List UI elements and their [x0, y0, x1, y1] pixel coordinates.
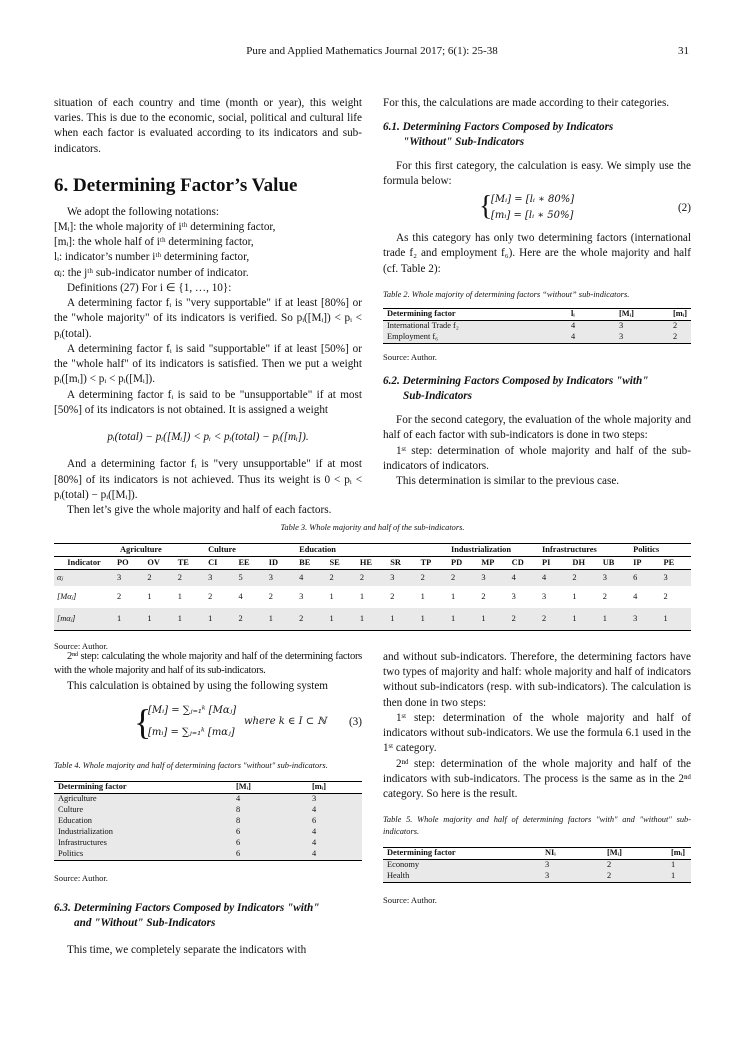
- table-cell: 1: [420, 592, 425, 602]
- table-cell: 2: [208, 592, 213, 602]
- page-number: 31: [678, 45, 689, 57]
- right-column-bottom: [383, 650, 691, 907]
- table-cell: 3: [545, 871, 550, 881]
- paragraph: As this category has only two determining factors (international trade f₂ and employment f₆). Here are the whole majority and half (cf. Table 2):: [383, 232, 691, 275]
- table-header: SR: [387, 556, 417, 569]
- table-cell: 2: [539, 608, 569, 631]
- subsection-title-line: 6.2. Determining Factors Composed by Indicators "with": [383, 374, 649, 387]
- table-cell: 1: [266, 608, 296, 631]
- table-row-label: [Mαⱼ]: [57, 592, 77, 602]
- table-cell: 4: [511, 573, 516, 583]
- table-header: DH: [569, 556, 599, 569]
- equation-3: [54, 698, 362, 750]
- table-cell: 6: [236, 838, 241, 848]
- table-cell: 2: [359, 573, 365, 583]
- paragraph: For this first category, the calculation is easy. We simply use the formula below:: [383, 159, 691, 187]
- table-cell: 3: [663, 573, 668, 583]
- table-cell: 5: [238, 573, 243, 583]
- paragraph: and without sub-indicators. Therefore, the determining factors have two types of majority and half: whole majority and half of indicators without sub-indicators (resp. with sub-indicators). The calculation is then done in two steps:: [383, 651, 691, 709]
- equation-number: (3): [348, 716, 362, 729]
- subsection-title: [383, 374, 691, 404]
- table-row-label: [mαⱼ]: [54, 608, 114, 631]
- table-row: [54, 827, 362, 838]
- table-cell: 3: [268, 573, 273, 583]
- table-cell: 3: [208, 573, 213, 583]
- table-row: [54, 816, 362, 827]
- right-column-top: [383, 96, 691, 489]
- table-cell: 4: [633, 592, 638, 602]
- paragraph: 2ⁿᵈ step: calculating the whole majority and half of the determining factors with the whole majority and half of its sub-indicators.: [54, 651, 362, 677]
- table-cell: 1: [329, 592, 334, 602]
- table-header: BE: [296, 556, 326, 569]
- table-cell: Infrastructures: [58, 838, 107, 848]
- table-row: [383, 871, 691, 882]
- paragraph: A determining factor fᵢ is said to be "unsupportable" if at most [50%] of its indicators is not obtained. It is assigned a weight: [54, 388, 362, 416]
- table-cell: 2: [450, 573, 456, 583]
- table-cell: 1: [327, 608, 357, 631]
- table-source: Source: Author.: [54, 640, 108, 651]
- equation-line: [mᵢ] = [lᵢ ∗ 50%]: [491, 210, 574, 222]
- paragraph: 1ˢᵗ step: determination of whole majority and half of the sub-indicators of indicators.: [383, 444, 691, 472]
- formula: pᵢ(total) − pᵢ([Mᵢ]) < pᵢ < pᵢ(total) − pᵢ([mᵢ]).: [107, 431, 309, 444]
- table-cell: 8: [236, 805, 241, 815]
- table-3-block: [54, 522, 691, 653]
- equation-line: [mᵢ] = ∑ⱼ₌₁ᵏ [mαⱼ]: [148, 727, 235, 739]
- table-cell: Culture: [58, 805, 84, 815]
- equation-number: (2): [677, 202, 691, 215]
- paragraph: Definitions (27) For i ∈ {1, …, 10}:: [67, 281, 232, 294]
- left-column-bottom: [54, 650, 362, 958]
- table-group-row: [54, 544, 691, 556]
- table-header: Determining factor: [383, 309, 567, 321]
- table-cell: 1: [177, 592, 182, 602]
- subsection-title: [383, 120, 691, 150]
- table-header: [mᵢ]: [667, 848, 691, 860]
- table-cell: 2: [268, 592, 273, 602]
- table-cell: 1: [144, 608, 174, 631]
- table-header: [Mᵢ]: [603, 848, 667, 860]
- table-cell: 2: [607, 860, 612, 870]
- table-cell: 2: [235, 608, 265, 631]
- table-cell: 1: [387, 608, 417, 631]
- table-cell: 2: [663, 592, 668, 602]
- table-cell: 1: [450, 592, 456, 602]
- table-header: PD: [448, 556, 478, 569]
- running-header: Pure and Applied Mathematics Journal 2017; 6(1): 25-38: [246, 45, 498, 57]
- table-cell: 6: [633, 573, 638, 583]
- subsection-title: [54, 901, 362, 931]
- table-cell: 4: [236, 794, 241, 804]
- paragraph: Then let’s give the whole majority and half of each factors.: [67, 503, 332, 516]
- table-cell: Industrialization: [58, 827, 113, 837]
- table-cell: 3: [602, 573, 607, 583]
- table-row-label: αⱼ: [57, 573, 63, 583]
- table-cell: 4: [312, 838, 317, 848]
- table-cell: 1: [359, 592, 365, 602]
- table-cell: 1: [600, 608, 630, 631]
- paragraph: A determining factor fᵢ is said "supportable" if at least [50%] or the "whole half" of its indicators is satisfied. Then we put a weight pᵢ([mᵢ]) < pᵢ < pᵢ([Mᵢ]).: [54, 342, 362, 386]
- table-cell: 4: [542, 573, 547, 583]
- table-cell: 2: [672, 321, 678, 331]
- table-cell: 2: [602, 592, 607, 602]
- table-4: [54, 781, 362, 860]
- table-cell: 4: [570, 321, 576, 331]
- table-header: [Mᵢ]: [615, 309, 669, 321]
- brace: {: [134, 702, 152, 743]
- table-cell: 1: [569, 608, 599, 631]
- table-header: Determining factor: [54, 782, 232, 794]
- table-cell: 2: [177, 573, 182, 583]
- notation-item: [Mᵢ]: the whole majority of iᵗʰ determining factor,: [54, 221, 276, 233]
- table-cell: 2: [147, 573, 152, 583]
- table-3: [54, 543, 691, 630]
- left-column-top: [54, 96, 362, 518]
- table-header: MP: [478, 556, 508, 569]
- table-row: [383, 860, 691, 871]
- paragraph: 1ˢᵗ step: determination of the whole majority and half of indicators without sub-indicators. We use the formula 6.1 used in the 1ˢᵗ category.: [383, 711, 691, 755]
- table-row: [54, 794, 362, 805]
- table-cell: 3: [511, 592, 516, 602]
- table-cell: 3: [545, 860, 550, 870]
- brace: {: [479, 191, 493, 223]
- table-cell: 6: [236, 827, 241, 837]
- equation-line: [Mᵢ] = [lᵢ ∗ 80%]: [491, 194, 575, 206]
- table-cell: 1: [671, 860, 676, 870]
- table-cell: 3: [312, 794, 317, 804]
- table-header: PO: [114, 556, 144, 569]
- table-cell: 4: [238, 592, 243, 602]
- table-cell: 3: [542, 592, 547, 602]
- table-source: Source: Author.: [383, 894, 437, 905]
- table-5: [383, 847, 691, 883]
- table-cell: 4: [312, 849, 317, 858]
- table-cell: 1: [147, 592, 152, 602]
- table-row: [54, 849, 362, 860]
- table-cell: 6: [312, 816, 317, 826]
- table-cell: 1: [478, 608, 508, 631]
- table-body: [383, 860, 691, 883]
- table-cell: 2: [672, 332, 678, 342]
- paragraph: A determining factor fᵢ is "very supportable" if at least [80%] or the "whole majority" of its indicators is verified. So pᵢ([Mᵢ]) < pᵢ < pᵢ(total).: [54, 297, 362, 340]
- paragraph: 2ⁿᵈ step: determination of the whole majority and half of the indicators with sub-indicators. The process is the same as in the 2ⁿᵈ category. So here is the result.: [383, 757, 691, 801]
- table-header: NIᵢ: [541, 848, 603, 860]
- table-header: lᵢ: [567, 309, 615, 321]
- table-cell: 3: [618, 332, 624, 342]
- table-row: [54, 838, 362, 849]
- table-cell: Employment f₆: [387, 332, 439, 342]
- paragraph: This calculation is obtained by using the following system: [67, 679, 329, 692]
- table-group-header: Agriculture: [114, 544, 205, 556]
- table-header: EE: [235, 556, 265, 569]
- table-caption: Table 3. Whole majority and half of the sub-indicators.: [280, 523, 465, 532]
- table-header: CI: [205, 556, 235, 569]
- table-group-header: Industrialization: [448, 544, 539, 556]
- table-cell: 1: [671, 871, 676, 881]
- table-row: [383, 321, 691, 332]
- paragraph: And a determining factor fᵢ is "very unsupportable" if at most [80%] of its indicators is not achieved. Thus its weight is 0 < pᵢ < pᵢ(total) − pᵢ([Mᵢ]).: [54, 458, 362, 501]
- subsection-title-line: 6.1. Determining Factors Composed by Indicators: [383, 121, 614, 134]
- table-cell: 1: [448, 608, 478, 631]
- paragraph: This time, we completely separate the indicators with: [67, 944, 307, 957]
- table-header: PI: [539, 556, 569, 569]
- table-row: [54, 805, 362, 816]
- table-header: Indicator: [54, 556, 114, 569]
- table-body: [54, 794, 362, 861]
- table-cell: 1: [357, 608, 387, 631]
- paragraph: situation of each country and time (month or year), this weight varies. This is due to the economic, social, political and cultural life when each factor is evaluated according to its indicators and sub-indicators.: [54, 97, 362, 155]
- paragraph: For the second category, the evaluation of the whole majority and half of each factor with sub-indicators is done in two steps:: [383, 414, 691, 442]
- table-cell: 2: [420, 573, 425, 583]
- table-cell: 2: [481, 592, 486, 602]
- table-cell: Health: [387, 871, 410, 881]
- table-group-header: Infrastructures: [539, 544, 630, 556]
- table-cell: Economy: [387, 860, 420, 870]
- table-cell: 2: [117, 592, 122, 602]
- table-header: TP: [418, 556, 448, 569]
- table-row: [54, 586, 691, 608]
- table-cell: 1: [114, 608, 144, 631]
- table-cell: 8: [236, 816, 241, 826]
- table-header: IP: [630, 556, 660, 569]
- table-header: OV: [144, 556, 174, 569]
- table-cell: 3: [390, 573, 395, 583]
- table-cell: Politics: [58, 849, 84, 858]
- table-header-row: [54, 556, 691, 569]
- table-cell: International Trade f₂: [387, 321, 459, 331]
- subsection-title-line: "Without" Sub-Indicators: [403, 136, 525, 149]
- table-header-row: [383, 309, 691, 321]
- table-caption: Table 5. Whole majority and half of determining factors "with" and "without" sub-indicators.: [383, 815, 691, 836]
- table-cell: 3: [117, 573, 122, 583]
- equation-2: [383, 191, 691, 227]
- table-header: SE: [327, 556, 357, 569]
- table-cell: 1: [572, 592, 577, 602]
- paragraph: For this, the calculations are made according to their categories.: [383, 97, 670, 109]
- equation-condition: where k ∈ I ⊂ ℕ: [244, 716, 327, 728]
- table-cell: 4: [299, 573, 304, 583]
- section-title: 6. Determining Factor’s Value: [54, 174, 298, 196]
- table-cell: 1: [660, 608, 691, 631]
- table-cell: 2: [572, 573, 577, 583]
- subsection-title-line: 6.3. Determining Factors Composed by Indicators "with": [54, 901, 320, 914]
- table-row: [54, 608, 691, 631]
- table-group-header: Culture: [205, 544, 296, 556]
- table-header: TE: [175, 556, 205, 569]
- table-cell: 1: [418, 608, 448, 631]
- table-header: PE: [660, 556, 691, 569]
- table-cell: 3: [299, 592, 304, 602]
- table-cell: Education: [58, 816, 92, 826]
- table-cell: Agriculture: [58, 794, 97, 804]
- table-2: [383, 308, 691, 344]
- table-header: CD: [509, 556, 539, 569]
- notation-item: lᵢ: indicator’s number iᵗʰ determining factor,: [54, 251, 250, 264]
- table-cell: 2: [329, 573, 334, 583]
- table-group-header: Politics: [630, 544, 691, 556]
- table-cell: 4: [312, 827, 317, 837]
- table-caption: Table 4. Whole majority and half of determining factors "without" sub-indicators.: [54, 761, 328, 771]
- table-header: ID: [266, 556, 296, 569]
- subsection-title-line: Sub-Indicators: [403, 389, 473, 402]
- table-cell: 4: [312, 805, 317, 815]
- table-header: [mᵢ]: [308, 782, 362, 794]
- table-cell: 1: [205, 608, 235, 631]
- table-cell: 2: [509, 608, 539, 631]
- table-header: Determining factor: [383, 848, 541, 860]
- table-cell: 4: [570, 332, 576, 342]
- table-header-row: [383, 848, 691, 860]
- table-row: [54, 569, 691, 586]
- table-header: [mᵢ]: [669, 309, 691, 321]
- table-header-row: [54, 782, 362, 794]
- table-cell: 3: [481, 573, 486, 583]
- notation-item: αⱼ: the jᵗʰ sub-indicator number of indicator.: [54, 266, 249, 279]
- equation-line: [Mᵢ] = ∑ⱼ₌₁ᵏ [Mαⱼ]: [148, 705, 237, 717]
- table-cell: 6: [236, 849, 241, 858]
- table-caption: Table 2. Whole majority of determining factors “without” sub-indicators.: [383, 289, 630, 299]
- table-cell: 2: [296, 608, 326, 631]
- table-cell: 3: [630, 608, 660, 631]
- table-header: UB: [600, 556, 630, 569]
- table-source: Source: Author.: [54, 872, 108, 883]
- table-cell: 2: [390, 592, 395, 602]
- table-source: Source: Author.: [383, 352, 437, 363]
- table-cell: 3: [618, 321, 624, 331]
- subsection-title-line: and "Without" Sub-Indicators: [74, 916, 216, 929]
- table-group-header: Education: [296, 544, 448, 556]
- table-header: HE: [357, 556, 387, 569]
- notation-item: [mᵢ]: the whole half of iᵗʰ determining factor,: [54, 236, 254, 249]
- table-header: [Mᵢ]: [232, 782, 308, 794]
- table-cell: 1: [175, 608, 205, 631]
- table-row: [383, 332, 691, 343]
- table-cell: 2: [607, 871, 612, 881]
- paragraph: This determination is similar to the previous case.: [396, 475, 620, 488]
- paragraph: We adopt the following notations:: [67, 205, 219, 218]
